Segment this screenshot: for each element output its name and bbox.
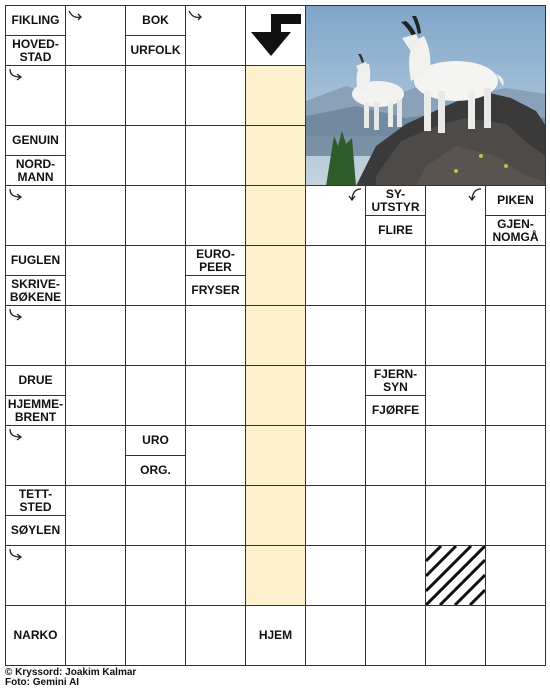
grid-cell-r6-c8[interactable]	[485, 365, 546, 426]
clue-skrivebokene: SKRIVE- BØKENE	[5, 275, 66, 306]
grid-cell-r8-c3[interactable]	[185, 485, 246, 546]
clue-hovedstad: HOVED- STAD	[5, 35, 66, 66]
grid-cell-r10-c5[interactable]	[305, 605, 366, 666]
curved-arrow-icon	[8, 307, 24, 328]
clue-bok: BOK	[125, 5, 186, 36]
clue-hjem: HJEM	[245, 605, 306, 666]
grid-cell-r7-c6[interactable]	[365, 425, 426, 486]
grid-cell-r4-c4[interactable]	[245, 245, 306, 306]
clue-tettsted: TETT- STED	[5, 485, 66, 516]
grid-cell-r7-c5[interactable]	[305, 425, 366, 486]
bold-down-left-arrow-icon	[247, 8, 303, 69]
grid-cell-r7-c7[interactable]	[425, 425, 486, 486]
clue-gjennomgaa: GJEN- NOMGÅ	[485, 215, 546, 246]
grid-cell-r6-c3[interactable]	[185, 365, 246, 426]
grid-cell-r5-c8[interactable]	[485, 305, 546, 366]
grid-cell-r8-c4[interactable]	[245, 485, 306, 546]
grid-cell-r7-c1[interactable]	[65, 425, 126, 486]
hatch-pattern	[426, 546, 485, 605]
grid-cell-r8-c2[interactable]	[125, 485, 186, 546]
mountain-goats-photo	[305, 5, 546, 186]
grid-cell-r9-c2[interactable]	[125, 545, 186, 606]
clue-org: ORG.	[125, 455, 186, 486]
grid-cell-r10-c7[interactable]	[425, 605, 486, 666]
clue-uro: URO	[125, 425, 186, 456]
grid-cell-r9-c1[interactable]	[65, 545, 126, 606]
grid-cell-r10-c8[interactable]	[485, 605, 546, 666]
clue-europeer: EURO- PEER	[185, 245, 246, 276]
grid-cell-r9-c5[interactable]	[305, 545, 366, 606]
grid-cell-r6-c1[interactable]	[65, 365, 126, 426]
grid-cell-r10-c6[interactable]	[365, 605, 426, 666]
curved-arrow-icon	[467, 187, 483, 208]
clue-hjemmebrent: HJEMME- BRENT	[5, 395, 66, 426]
grid-cell-r9-c8[interactable]	[485, 545, 546, 606]
grid-cell-r7-c3[interactable]	[185, 425, 246, 486]
grid-cell-r4-c8[interactable]	[485, 245, 546, 306]
clue-drue: DRUE	[5, 365, 66, 396]
clue-narko: NARKO	[5, 605, 66, 666]
curved-arrow-icon	[187, 9, 203, 30]
footer-credits	[5, 668, 136, 688]
clue-fjorfe: FJØRFE	[365, 395, 426, 426]
clue-fikling: FIKLING	[5, 5, 66, 36]
grid-cell-r5-c2[interactable]	[125, 305, 186, 366]
clue-soylen: SØYLEN	[5, 515, 66, 546]
clue-urfolk: URFOLK	[125, 35, 186, 66]
grid-cell-r1-c3[interactable]	[185, 65, 246, 126]
grid-cell-r5-c6[interactable]	[365, 305, 426, 366]
grid-cell-r8-c5[interactable]	[305, 485, 366, 546]
photo-credit: Foto: Gemini AI	[5, 677, 80, 688]
grid-cell-r3-c2[interactable]	[125, 185, 186, 246]
grid-cell-r8-c1[interactable]	[65, 485, 126, 546]
curved-arrow-icon	[8, 67, 24, 88]
grid-cell-r5-c1[interactable]	[65, 305, 126, 366]
grid-cell-r10-c1[interactable]	[65, 605, 126, 666]
curved-arrow-icon	[8, 187, 24, 208]
grid-cell-r3-c3[interactable]	[185, 185, 246, 246]
clue-piken: PIKEN	[485, 185, 546, 216]
grid-cell-r6-c7[interactable]	[425, 365, 486, 426]
grid-cell-r6-c5[interactable]	[305, 365, 366, 426]
grid-cell-r8-c7[interactable]	[425, 485, 486, 546]
grid-cell-r8-c6[interactable]	[365, 485, 426, 546]
grid-cell-r10-c3[interactable]	[185, 605, 246, 666]
clue-fryser: FRYSER	[185, 275, 246, 306]
grid-cell-r5-c7[interactable]	[425, 305, 486, 366]
grid-cell-r8-c8[interactable]	[485, 485, 546, 546]
curved-arrow-icon	[8, 427, 24, 448]
grid-cell-r9-c3[interactable]	[185, 545, 246, 606]
grid-cell-r6-c4[interactable]	[245, 365, 306, 426]
hatched-block-cell	[425, 545, 486, 606]
grid-cell-r2-c1[interactable]	[65, 125, 126, 186]
grid-cell-r7-c8[interactable]	[485, 425, 546, 486]
grid-cell-r1-c2[interactable]	[125, 65, 186, 126]
curved-arrow-icon	[67, 9, 83, 30]
grid-cell-r1-c4[interactable]	[245, 65, 306, 126]
grid-cell-r4-c2[interactable]	[125, 245, 186, 306]
grid-cell-r10-c2[interactable]	[125, 605, 186, 666]
clue-fuglen: FUGLEN	[5, 245, 66, 276]
crossword-credit: © Kryssord: Joakim Kalmar	[5, 667, 137, 678]
clue-fjernsyn: FJERN- SYN	[365, 365, 426, 396]
grid-cell-r1-c1[interactable]	[65, 65, 126, 126]
grid-cell-r4-c6[interactable]	[365, 245, 426, 306]
grid-cell-r2-c3[interactable]	[185, 125, 246, 186]
grid-cell-r5-c4[interactable]	[245, 305, 306, 366]
grid-cell-r9-c6[interactable]	[365, 545, 426, 606]
grid-cell-r3-c4[interactable]	[245, 185, 306, 246]
clue-genuin: GENUIN	[5, 125, 66, 156]
grid-cell-r9-c4[interactable]	[245, 545, 306, 606]
grid-cell-r7-c4[interactable]	[245, 425, 306, 486]
grid-cell-r2-c4[interactable]	[245, 125, 306, 186]
grid-cell-r4-c7[interactable]	[425, 245, 486, 306]
grid-cell-r6-c2[interactable]	[125, 365, 186, 426]
curved-arrow-icon	[347, 187, 363, 208]
grid-cell-r4-c1[interactable]	[65, 245, 126, 306]
clue-nordmann: NORD- MANN	[5, 155, 66, 186]
grid-cell-r5-c3[interactable]	[185, 305, 246, 366]
clue-sy-utstyr: SY- UTSTYR	[365, 185, 426, 216]
grid-cell-r4-c5[interactable]	[305, 245, 366, 306]
clue-flire: FLIRE	[365, 215, 426, 246]
photo-illustration	[306, 6, 546, 186]
grid-cell-r3-c1[interactable]	[65, 185, 126, 246]
grid-cell-r5-c5[interactable]	[305, 305, 366, 366]
grid-cell-r2-c2[interactable]	[125, 125, 186, 186]
curved-arrow-icon	[8, 547, 24, 568]
crossword-grid	[5, 5, 545, 665]
